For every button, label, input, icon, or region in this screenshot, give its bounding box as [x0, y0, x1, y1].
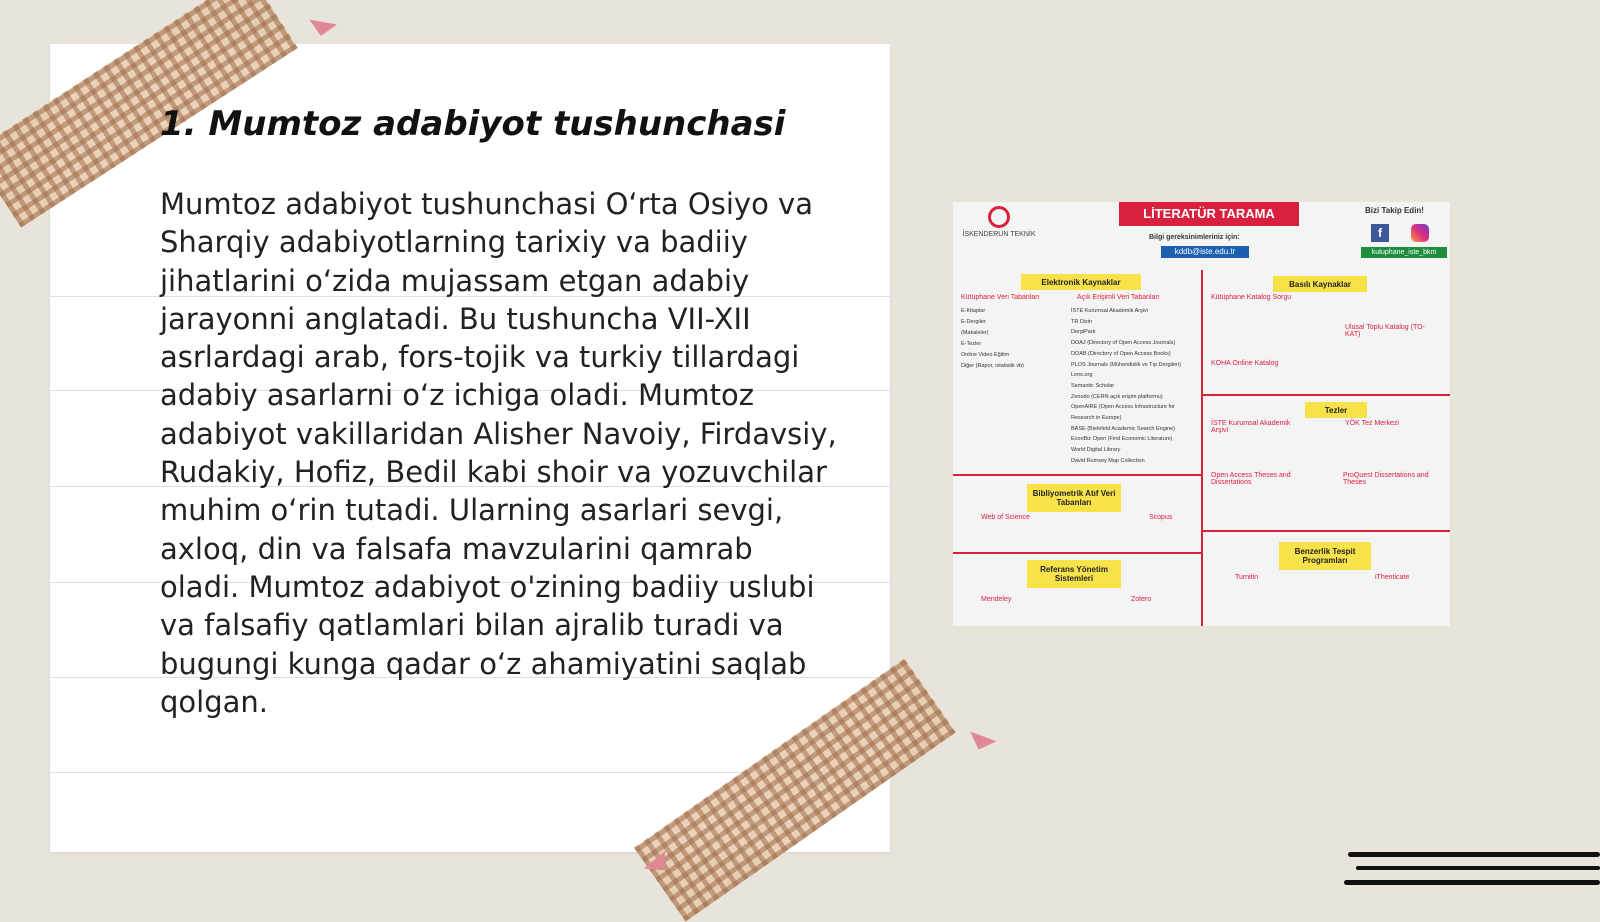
- label-proquest: ProQuest Dissertations and Theses: [1343, 472, 1429, 486]
- contact-email: kddb@iste.edu.tr: [1161, 246, 1249, 258]
- label-turnitin: Turnitin: [1235, 574, 1259, 581]
- label-ithenticate: iThenticate: [1375, 574, 1410, 581]
- literature-review-poster: [953, 202, 1450, 626]
- decorative-brush-stroke: [1356, 866, 1600, 870]
- info-label: Bilgi gereksinimleriniz için:: [1149, 234, 1240, 241]
- section-similarity: Benzerlik Tespit Programları: [1279, 542, 1371, 570]
- label-catalog: Kütüphane Katalog Sorgu: [1211, 294, 1292, 301]
- label-koha: KOHA Online Katalog: [1211, 360, 1279, 367]
- lib-db-list: E-Kitaplar E-Dergiler (Makaleler) E-Tezler Online Video Eğitim Diğer (Rapor, istatistik vb): [961, 308, 1024, 369]
- divider-horizontal: [953, 552, 1201, 554]
- label-zotero: Zotero: [1131, 596, 1152, 603]
- university-logo: İSKENDERUN TEKNİK: [959, 206, 1039, 266]
- pink-flag-decoration: [307, 20, 337, 39]
- divider-horizontal: [1201, 530, 1450, 532]
- label-mendeley: Mendeley: [981, 596, 1012, 603]
- label-scopus: Scopus: [1149, 514, 1173, 521]
- divider-horizontal: [953, 474, 1201, 476]
- divider-horizontal: [1201, 394, 1450, 396]
- label-wos: Web of Science: [981, 514, 1030, 521]
- section-theses: Tezler: [1305, 402, 1367, 418]
- slide-title: 1. Mumtoz adabiyot tushunchasi: [160, 104, 786, 144]
- decorative-brush-stroke: [1348, 852, 1600, 857]
- divider-vertical: [1201, 270, 1203, 626]
- label-union: Ulusal Toplu Katalog (TO-KAT): [1345, 324, 1425, 338]
- label-open-db: Açık Erişimli Veri Tabanları: [1077, 294, 1160, 301]
- instagram-handle: kutuphane_iste_bkm: [1361, 247, 1447, 258]
- open-db-list: İSTE Kurumsal Akademik Arşivi TR Dizin DergiPark DOAJ (Directory of Open Access Journals) DOAB (Directory of Open Access Books) PLOS Journals (Mühendislik ve Tıp Dergileri) Lens.org Semantic Scholar Zenodo (CERN açık erişim platformu) OpenAIRE (Open Access Infrastructure for Research in Europe) BASE (Bielefeld Academic Search Engine) EconBiz Open (Find Economic Literature) World Digital Library David Rumsey Map Collection: [1071, 308, 1181, 464]
- logo-ring-icon: [988, 206, 1010, 228]
- label-oatd: Open Access Theses and Dissertations: [1211, 472, 1291, 486]
- section-electronic: Elektronik Kaynaklar: [1021, 274, 1141, 290]
- label-yok: YÖK Tez Merkezi: [1345, 420, 1399, 427]
- section-biblio: Bibliyometrik Atıf Veri Tabanları: [1027, 484, 1121, 512]
- decorative-brush-stroke: [1344, 880, 1600, 885]
- facebook-icon: f: [1371, 224, 1389, 242]
- section-printed: Basılı Kaynaklar: [1273, 276, 1367, 292]
- label-iste-archive: İSTE Kurumsal Akademik Arşivi: [1211, 420, 1291, 434]
- slide-body-text: Mumtoz adabiyot tushunchasi O‘rta Osiyo va Sharqiy adabiyotlarning tarixiy va badiiy jihatlarini o‘zida mujassam etgan adabiy jarayonni anglatadi. Bu tushuncha VII-XII asrlardagi arab, fors-tojik va turkiy tillardagi adabiy asarlarni o‘z ichiga oladi. Mumtoz adabiyot vakillaridan Alisher Navoiy, Firdavsiy, Rudakiy, Hofiz, Bedil kabi shoir va yozuvchilar muhim o‘rin tutadi. Ularning asarlari sevgi, axloq, din va falsafa mavzularini qamrab oladi. Mumtoz adabiyot o'zining badiiy uslubi va falsafiy qatlamlari bilan ajralib turadi va bugungi kunga qadar o‘z ahamiyatini saqlab qolgan.: [160, 187, 837, 719]
- instagram-icon: [1411, 224, 1429, 242]
- section-reference: Referans Yönetim Sistemleri: [1027, 560, 1121, 588]
- label-lib-db: Kütüphane Veri Tabanları: [961, 294, 1040, 301]
- follow-label: Bizi Takip Edin!: [1365, 206, 1424, 215]
- pink-flag-decoration: [965, 732, 996, 755]
- poster-title: LİTERATÜR TARAMA: [1119, 202, 1299, 226]
